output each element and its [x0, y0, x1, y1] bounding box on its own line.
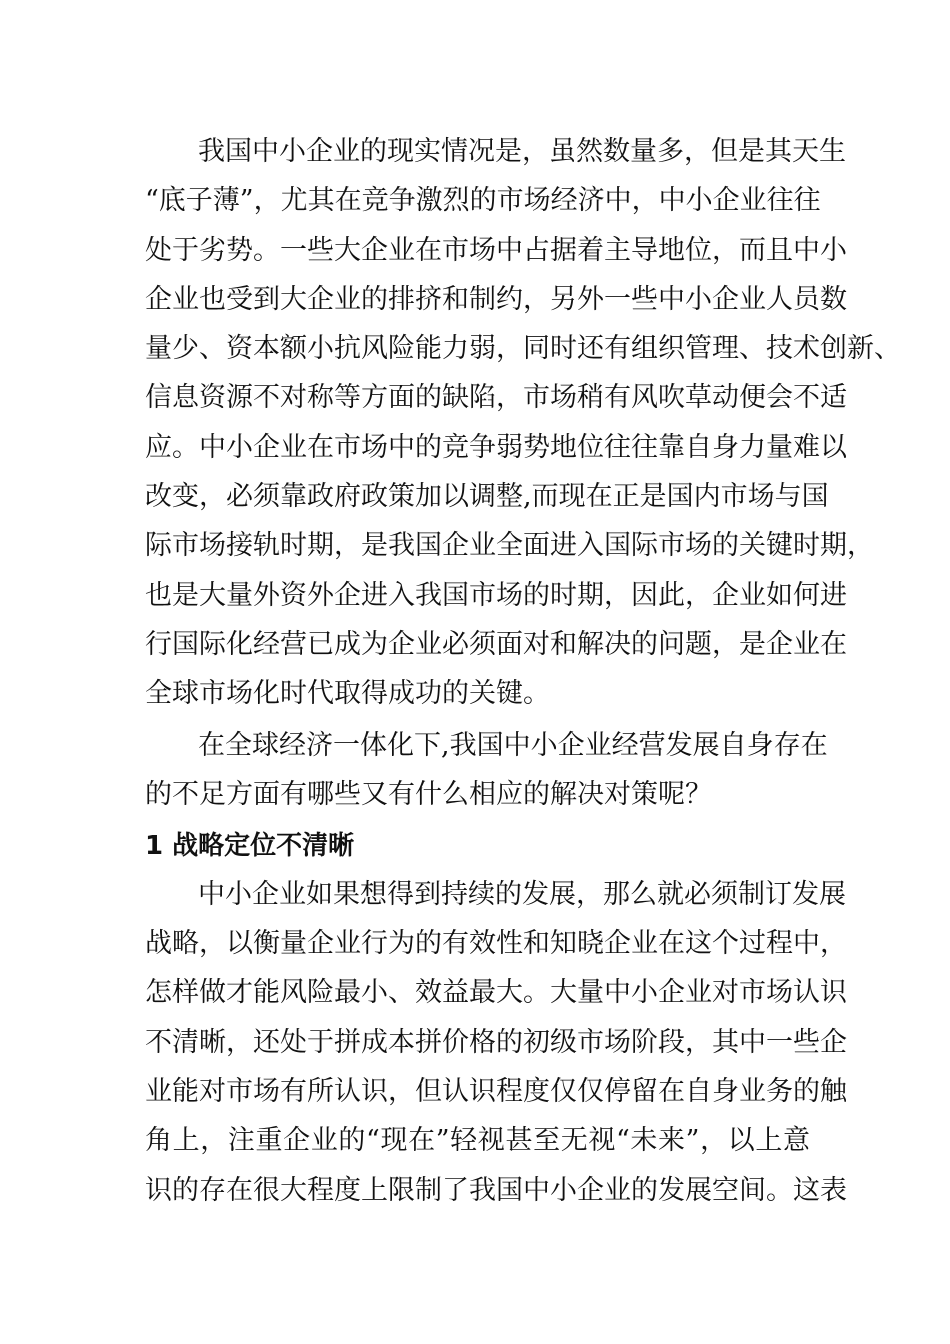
paragraph-1-line-2: “底子薄”，尤其在竞争激烈的市场经济中，中小企业往往: [145, 185, 821, 216]
paragraph-1-line-12: 全球市场化时代取得成功的关键。: [145, 678, 550, 709]
paragraph-1-line-4: 企业也受到大企业的排挤和制约，另外一些中小企业人员数: [145, 284, 847, 315]
paragraph-2-line-2: 的不足方面有哪些又有什么相应的解决对策呢？: [145, 779, 712, 810]
paragraph-3-line-2: 战略，以衡量企业行为的有效性和知晓企业在这个过程中，: [145, 928, 847, 959]
paragraph-3-line-1: 中小企业如果想得到持续的发展，那么就必须制订发展: [198, 879, 846, 910]
paragraph-1-line-11: 行国际化经营已成为企业必须面对和解决的问题，是企业在: [145, 629, 847, 660]
paragraph-1-line-9: 际市场接轨时期，是我国企业全面进入国际市场的关键时期，: [145, 530, 874, 561]
paragraph-1-line-8: 改变，必须靠政府政策加以调整,而现在正是国内市场与国: [145, 481, 829, 512]
section-heading: 1 战略定位不清晰: [145, 831, 355, 861]
paragraph-3-line-6: 角上，注重企业的“现在”轻视甚至无视“未来”，以上意: [145, 1125, 810, 1156]
paragraph-3-line-4: 不清晰，还处于拼成本拼价格的初级市场阶段，其中一些企: [145, 1027, 847, 1058]
paragraph-1-line-7: 应。中小企业在市场中的竞争弱势地位往往靠自身力量难以: [145, 432, 847, 463]
paragraph-2-line-1: 在全球经济一体化下,我国中小企业经营发展自身存在: [198, 730, 828, 761]
paragraph-1-line-5: 量少、资本额小抗风险能力弱，同时还有组织管理、技术创新、: [145, 333, 901, 364]
paragraph-1-line-3: 处于劣势。一些大企业在市场中占据着主导地位，而且中小: [145, 235, 847, 266]
paragraph-1-line-1: 我国中小企业的现实情况是，虽然数量多，但是其天生: [198, 136, 846, 167]
paragraph-3-line-5: 业能对市场有所认识，但认识程度仅仅停留在自身业务的触: [145, 1076, 847, 1107]
paragraph-1-line-6: 信息资源不对称等方面的缺陷，市场稍有风吹草动便会不适: [145, 382, 847, 413]
paragraph-1-line-10: 也是大量外资外企进入我国市场的时期，因此，企业如何进: [145, 580, 847, 611]
paragraph-3-line-7: 识的存在很大程度上限制了我国中小企业的发展空间。这表: [145, 1175, 847, 1206]
paragraph-3-line-3: 怎样做才能风险最小、效益最大。大量中小企业对市场认识: [145, 977, 847, 1008]
